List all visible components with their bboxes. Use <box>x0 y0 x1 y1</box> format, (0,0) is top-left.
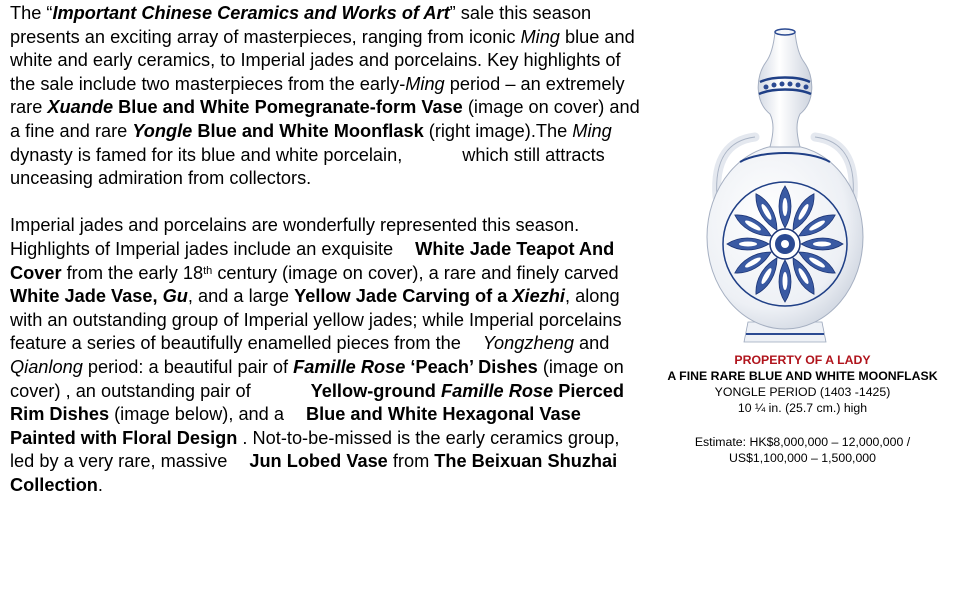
text: period: a beautiful pair of <box>82 356 294 377</box>
text-yellow-jade: Yellow Jade Carving of a <box>294 286 513 307</box>
artwork-title: A FINE RARE BLUE AND WHITE MOONFLASK <box>667 369 938 383</box>
text: from <box>387 451 435 472</box>
intro-paragraph <box>10 2 640 191</box>
text: (image below), and a <box>109 404 284 425</box>
text-hexagonal-vase: Blue and White Hexagonal Vase Painted with Floral Design <box>10 404 581 448</box>
artwork-period: YONGLE PERIOD (1403 -1425) <box>714 385 891 399</box>
text: ” sale this season presents an exciting array of masterpieces, ranging from iconic <box>10 3 592 47</box>
text-beixuan-collection: The Beixuan Shuzhai Collection <box>10 451 618 495</box>
text: period – an extremely rare <box>10 73 625 118</box>
estimate-hk: Estimate: HK$8,000,000 – 12,000,000 / <box>694 435 911 449</box>
text-teapot: White Jade Teapot And Cover <box>10 238 615 283</box>
text: from the early 18 <box>61 262 204 283</box>
text-xuande: Xuande <box>47 97 114 118</box>
estimate-us: US$1,100,000 – 1,500,000 <box>728 451 876 465</box>
text-ming: Ming <box>520 26 560 47</box>
text: (right image).The <box>423 120 573 141</box>
text: blue and white and early ceramics, to Imperial jades and porcelains. Key highlights of the sale include two masterpieces from the early- <box>10 26 635 94</box>
text: which still attracts unceasing admiration from collectors. <box>10 144 605 189</box>
text-ming: Ming <box>572 120 612 141</box>
artwork-caption <box>660 352 945 466</box>
jades-paragraph <box>10 214 640 497</box>
text-xiezhi: Xiezhi <box>512 286 565 307</box>
text: (image on cover) and a fine and rare <box>10 97 640 141</box>
text-pomegranate-vase: Blue and White Pomegranate-form Vase <box>113 97 463 118</box>
text-jun-vase: Jun Lobed Vase <box>249 451 388 472</box>
text-white-jade-vase: White Jade Vase, <box>10 286 163 307</box>
text: Imperial jades and porcelains are wonderfully represented this season. Highlights of Imperial jades include an exquisite <box>10 215 580 259</box>
text: . <box>97 474 103 495</box>
text-yellow-ground: Yellow-ground <box>310 380 441 401</box>
text-yongle: Yongle <box>132 120 193 141</box>
text-pierced-rim-dishes: Pierced Rim Dishes <box>10 380 624 425</box>
article-text <box>10 2 640 497</box>
artwork-size: 10 ¼ in. (25.7 cm.) high <box>737 401 868 415</box>
sale-name: Important Chinese Ceramics and Works of Art <box>52 3 450 23</box>
text: . Not-to-be-missed is the early ceramics group, led by a very rare, massive <box>10 427 620 472</box>
text: and <box>573 333 610 354</box>
moonflask-illustration <box>700 22 870 350</box>
text: , and a large <box>187 286 295 307</box>
text-famille-rose: Famille Rose <box>440 380 554 401</box>
property-label: PROPERTY OF A LADY <box>734 353 871 367</box>
text-ming: Ming <box>405 73 445 94</box>
text-yongzheng: Yongzheng <box>482 333 574 354</box>
text-peach-dishes: ‘Peach’ Dishes <box>405 356 538 377</box>
text: dynasty is famed for its blue and white porcelain, <box>10 144 403 165</box>
text: century (image on cover), a rare and finely carved <box>212 262 619 283</box>
text-moonflask: Blue and White Moonflask <box>192 120 424 141</box>
text-gu: Gu <box>162 286 188 307</box>
moonflask-image <box>700 22 870 350</box>
superscript-th: th <box>203 264 213 277</box>
text: (image on cover) , an outstanding pair of <box>10 356 624 401</box>
text: , along with an outstanding group of Imperial yellow jades; while Imperial porcelains feature a series of beautifully enamelled pieces from the <box>10 286 622 354</box>
text-qianlong: Qianlong <box>10 356 83 377</box>
text-famille-rose: Famille Rose <box>293 356 406 377</box>
text: The “ <box>10 3 53 23</box>
